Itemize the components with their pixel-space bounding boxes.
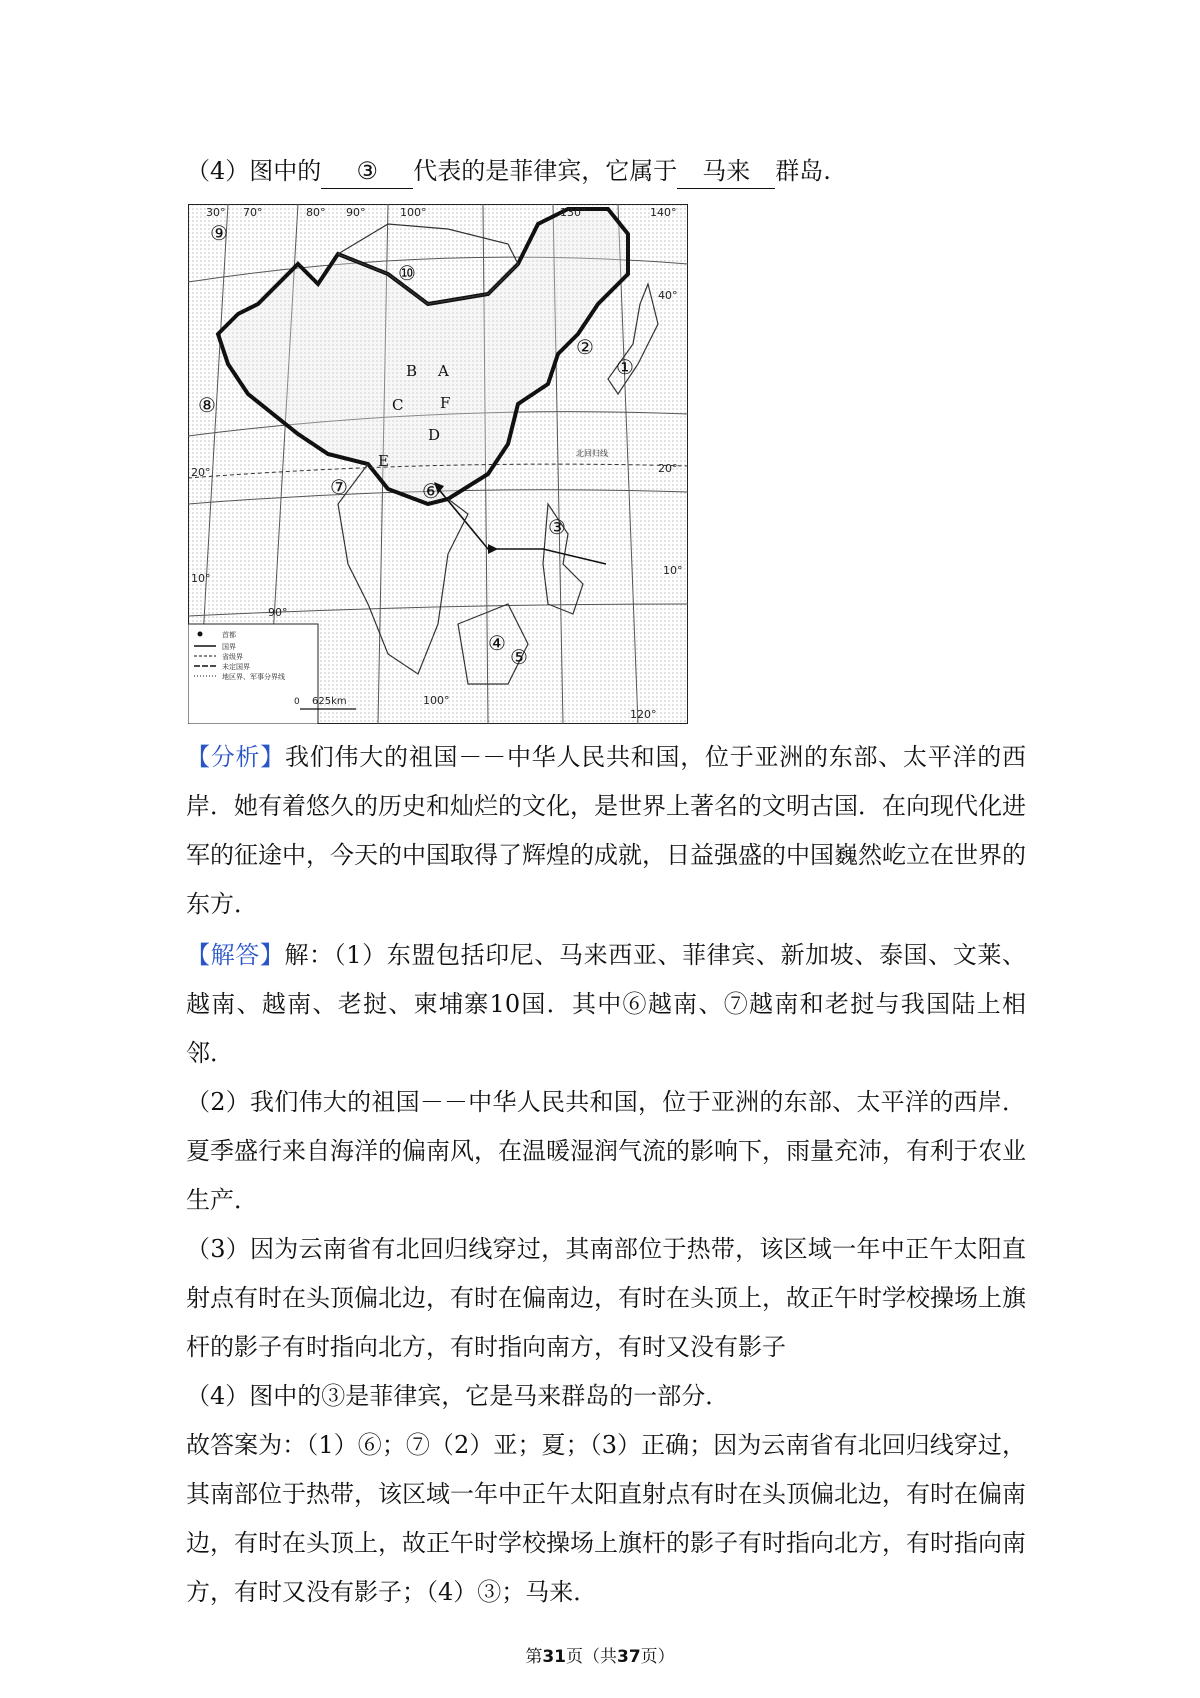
region-marker-8: ⑧ (198, 393, 216, 417)
lat-label: 20° (658, 462, 678, 475)
lon-label: 90° (346, 206, 366, 219)
lon-label: 90° (268, 606, 288, 619)
region-marker-2: ② (576, 335, 594, 359)
legend-item: 地区界、军事分界线 (222, 673, 285, 681)
answer-tag: 【解答】 (186, 941, 285, 969)
footer-total-pages: 37 (617, 1647, 641, 1667)
province-label-b: B (406, 362, 418, 380)
lon-label: 100° (423, 694, 450, 707)
province-label-d: D (428, 426, 441, 444)
answer-lead-text: 解：（1）东盟包括印尼、马来西亚、菲律宾、新加坡、泰国、文莱、越南、越南、老挝、柬埔寨10国．其中⑥越南、⑦越南和老挝与我国陆上相邻． (186, 941, 1026, 1067)
q4-blank-answer-2: 马来 (677, 154, 775, 189)
answer-paragraph-3: （3）因为云南省有北回归线穿过，其南部位于热带，该区域一年中正午太阳直射点有时在头顶偏北边，有时在偏南边，有时在头顶上，故正午时学校操场上旗杆的影子有时指向北方，有时指向南方，有时又没有影子 (186, 1235, 1026, 1361)
answer-paragraph-2: （2）我们伟大的祖国－－中华人民共和国，位于亚洲的东部、太平洋的西岸．夏季盛行来自海洋的偏南风，在温暖湿润气流的影响下，雨量充沛，有利于农业生产． (186, 1088, 1026, 1214)
province-label-c: C (392, 396, 404, 414)
lon-label: 130° (560, 206, 587, 219)
lat-label: 10° (663, 564, 683, 577)
region-marker-4: ④ (488, 631, 506, 655)
question-4 (186, 147, 1026, 195)
q4-prefix: （4）图中的 (186, 157, 322, 185)
province-label-e: E (378, 452, 389, 470)
lat-label: 40° (658, 289, 678, 302)
region-marker-1: ① (616, 355, 634, 379)
answer-final: 故答案为：（1）⑥；⑦（2）亚；夏；（3）正确；因为云南省有北回归线穿过，其南部位于热带，该区域一年中正午太阳直射点有时在头顶偏北边，有时在偏南边，有时在头顶上，故正午时学校操场上旗杆的影子有时指向北方，有时指向南方，有时又没有影子；（4）③；马来． (186, 1431, 1026, 1606)
analysis-tag: 【分析】 (186, 743, 285, 771)
lon-label: 80° (306, 206, 326, 219)
analysis-text: 我们伟大的祖国－－中华人民共和国，位于亚洲的东部、太平洋的西岸．她有着悠久的历史和灿烂的文化，是世界上著名的文明古国．在向现代化进军的征途中，今天的中国取得了辉煌的成就，日益强盛的中国巍然屹立在世界的东方． (186, 743, 1026, 918)
footer-suffix: 页） (640, 1647, 675, 1667)
footer-prefix: 第 (525, 1647, 543, 1667)
region-marker-10: ⑩ (398, 261, 416, 285)
scale-zero: 0 (294, 697, 300, 707)
lon-label: 100° (400, 206, 427, 219)
asia-map-figure (188, 204, 688, 724)
region-marker-3: ③ (548, 515, 566, 539)
region-marker-5: ⑤ (510, 645, 528, 669)
analysis-section (186, 733, 1026, 929)
footer-page-number: 31 (542, 1647, 566, 1667)
answer-paragraph-4: （4）图中的③是菲律宾，它是马来群岛的一部分． (186, 1382, 730, 1410)
scale-label: 625km (312, 696, 347, 707)
region-marker-9: ⑨ (210, 221, 228, 245)
q4-middle: 代表的是菲律宾，它属于 (413, 157, 678, 185)
lon-label: 120° (630, 708, 657, 721)
region-marker-6: ⑥ (422, 479, 440, 503)
footer-middle: 页（共 (566, 1647, 617, 1667)
q4-suffix: 群岛. (775, 157, 831, 185)
q4-blank-answer-1: ③ (321, 154, 413, 189)
province-label-a: A (438, 362, 449, 380)
page-footer (0, 1642, 1200, 1667)
province-label-f: F (440, 394, 451, 412)
legend-item: 未定国界 (222, 663, 250, 671)
legend-item: 首都 (222, 631, 236, 639)
lon-label: 140° (650, 206, 677, 219)
lat-label: 10° (191, 572, 211, 585)
legend-item: 国界 (222, 643, 236, 651)
lon-label: 30° (206, 206, 226, 219)
answer-paragraph-1 (186, 931, 1026, 1078)
region-marker-7: ⑦ (330, 475, 348, 499)
tropic-of-cancer-label: 北回归线 (576, 449, 608, 458)
lat-label: 20° (191, 466, 211, 479)
legend-item: 省级界 (222, 653, 243, 661)
lon-label: 70° (243, 206, 263, 219)
answer-section (186, 931, 1026, 1617)
